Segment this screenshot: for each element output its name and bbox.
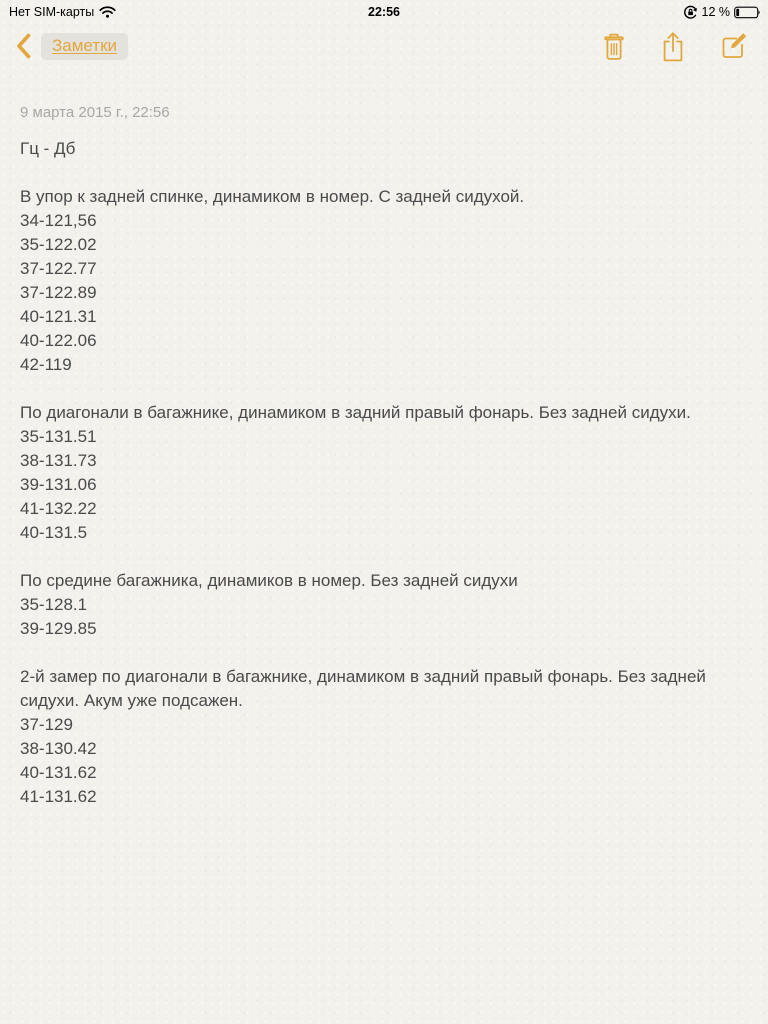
section-header: По средине багажника, динамиков в номер. Без задней сидухи (20, 571, 518, 590)
note-text[interactable] (20, 137, 748, 809)
measurement-line: 37-122.77 (20, 259, 97, 278)
measurement-line: 42-119 (20, 355, 72, 374)
measurement-line: 40-121.31 (20, 307, 97, 326)
measurement-line: 35-122.02 (20, 235, 97, 254)
note-timestamp: 9 марта 2015 г., 22:56 (20, 104, 170, 121)
note-area (0, 68, 768, 1024)
section-header: В упор к задней спинке, динамиком в номер. С задней сидухой. (20, 187, 525, 206)
measurement-line: 39-129.85 (20, 619, 97, 638)
compose-button[interactable] (719, 31, 749, 61)
measurement-line: 34-121,56 (20, 211, 97, 230)
trash-icon (601, 31, 627, 62)
nav-actions (601, 30, 749, 63)
battery-icon (734, 6, 761, 19)
chevron-left-icon (16, 33, 31, 59)
measurement-line: 41-131.62 (20, 787, 97, 806)
measurement-line: 35-128.1 (20, 595, 88, 614)
compose-icon (719, 31, 749, 61)
note-title: Гц - Дб (20, 139, 76, 158)
carrier-label: Нет SIM-карты (9, 5, 95, 19)
share-icon (660, 30, 686, 63)
measurement-line: 40-131.5 (20, 523, 88, 542)
status-bar (0, 0, 768, 24)
status-time: 22:56 (368, 5, 400, 19)
measurement-line: 38-130.42 (20, 739, 97, 758)
section-header: 2-й замер по диагонали в багажнике, динамиком в задний правый фонарь. Без задней сидухи. Акум уже подсажен. (20, 667, 706, 710)
back-button[interactable] (16, 33, 128, 60)
measurement-line: 37-129 (20, 715, 73, 734)
rotation-lock-icon (683, 5, 698, 20)
battery-percent: 12 % (701, 5, 730, 19)
share-button[interactable] (660, 30, 686, 63)
measurement-line: 35-131.51 (20, 427, 97, 446)
measurement-line: 40-122.06 (20, 331, 97, 350)
measurement-line: 40-131.62 (20, 763, 97, 782)
blank-line (20, 161, 748, 185)
blank-line (20, 545, 748, 569)
measurement-line: 39-131.06 (20, 475, 97, 494)
measurement-line: 41-132.22 (20, 499, 97, 518)
section-header: По диагонали в багажнике, динамиком в задний правый фонарь. Без задней сидухи. (20, 403, 691, 422)
blank-line (20, 377, 748, 401)
measurement-line: 37-122.89 (20, 283, 97, 302)
wifi-icon (99, 6, 116, 18)
delete-note-button[interactable] (601, 31, 627, 62)
nav-bar (0, 24, 768, 68)
blank-line (20, 641, 748, 665)
measurement-line: 38-131.73 (20, 451, 97, 470)
back-button-label: Заметки (41, 33, 128, 60)
